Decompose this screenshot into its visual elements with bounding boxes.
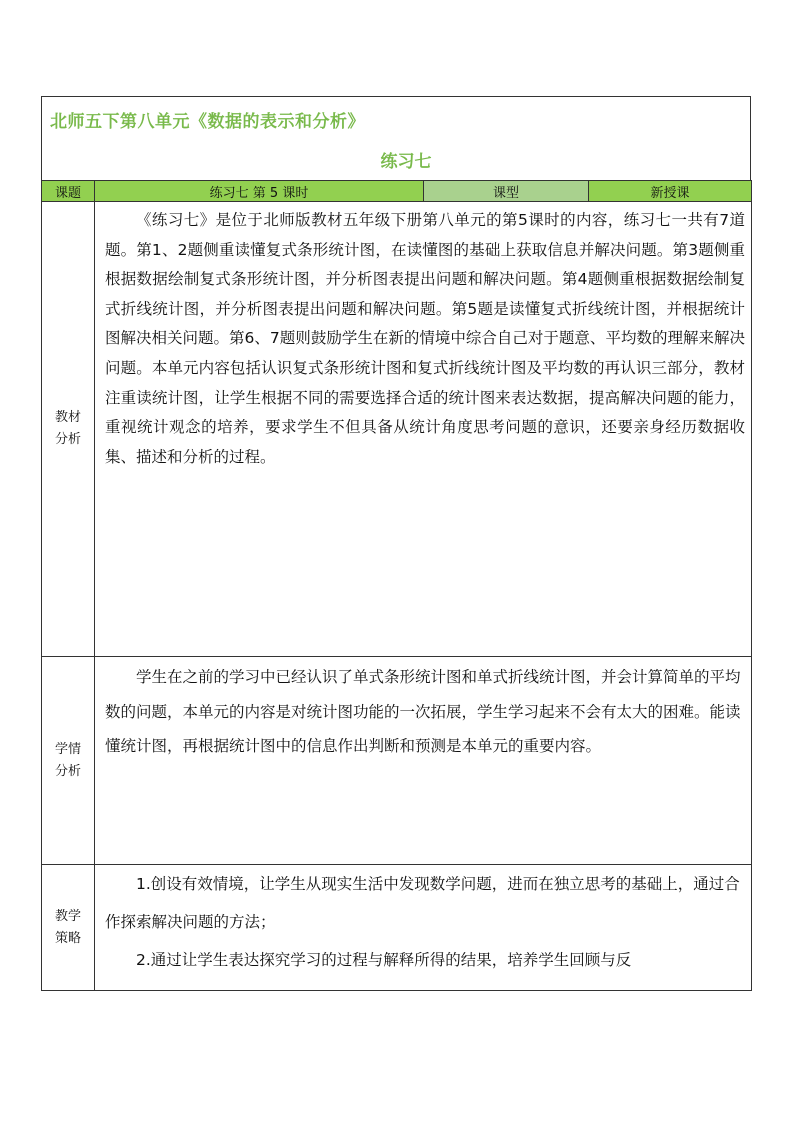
title-block — [41, 96, 751, 180]
type-label: 课型 — [424, 181, 589, 202]
topic-label: 课题 — [42, 181, 95, 202]
students-text: 学生在之前的学习中已经认识了单式条形统计图和单式折线统计图，并会计算简单的平均数的问题，本单元的内容是对统计图功能的一次拓展，学生学习起来不会有太大的困难。能读懂统计图，再根据统计图中的信息作出判断和预测是本单元的重要内容。 — [105, 668, 741, 755]
students-label-line2: 分析 — [54, 763, 81, 779]
info-row — [42, 181, 752, 202]
strategy-content — [95, 865, 752, 991]
materials-label-line2: 分析 — [54, 432, 81, 447]
materials-content — [95, 202, 752, 657]
strategy-item-1: 1.创设有效情境，让学生从现实生活中发现数学问题，进而在独立思考的基础上，通过合作探索解决问题的方法； — [105, 875, 740, 931]
students-row — [42, 657, 752, 865]
strategy-row — [42, 865, 752, 991]
lesson-plan-sheet — [41, 96, 751, 991]
students-content — [95, 657, 752, 865]
type-value: 新授课 — [589, 181, 752, 202]
lesson-plan-table — [41, 180, 752, 991]
students-label — [42, 657, 95, 865]
document-subtitle: 练习七 — [380, 152, 432, 172]
materials-text: 《练习七》是位于北师版教材五年级下册第八单元的第5课时的内容，练习七一共有7道题。第1、2题侧重读懂复式条形统计图，在读懂图的基础上获取信息并解决问题。第3题侧重根据数据绘制复式条形统计图，并分析图表提出问题和解决问题。第4题侧重根据数据绘制复式折线统计图，并分析图表提出问题和解决问题。第5题是读懂复式折线统计图，并根据统计图解决相关问题。第6、7题则鼓励学生在新的情境中综合自己对于题意、平均数的理解来解决问题。本单元内容包括认识复式条形统计图和复式折线统计图及平均数的再认识三部分，教材注重读统计图，让学生根据不同的需要选择合适的统计图来表达数据，提高解决问题的能力，重视统计观念的培养，要求学生不但具备从统计角度思考问题的意识，还要亲身经历数据收集、描述和分析的过程。 — [105, 211, 745, 466]
strategy-label-line1: 教学 — [54, 908, 81, 924]
materials-row — [42, 202, 752, 657]
strategy-label — [42, 865, 95, 991]
strategy-item-2: 2.通过让学生表达探究学习的过程与解释所得的结果，培养学生回顾与反 — [136, 951, 632, 969]
document-title: 北师五下第八单元《数据的表示和分析》 — [50, 112, 365, 132]
strategy-label-line2: 策略 — [54, 930, 81, 946]
materials-label-line1: 教材 — [54, 410, 81, 425]
topic-value: 练习七 第 5 课时 — [95, 181, 424, 202]
students-label-line1: 学情 — [54, 741, 81, 757]
materials-label — [42, 202, 95, 657]
